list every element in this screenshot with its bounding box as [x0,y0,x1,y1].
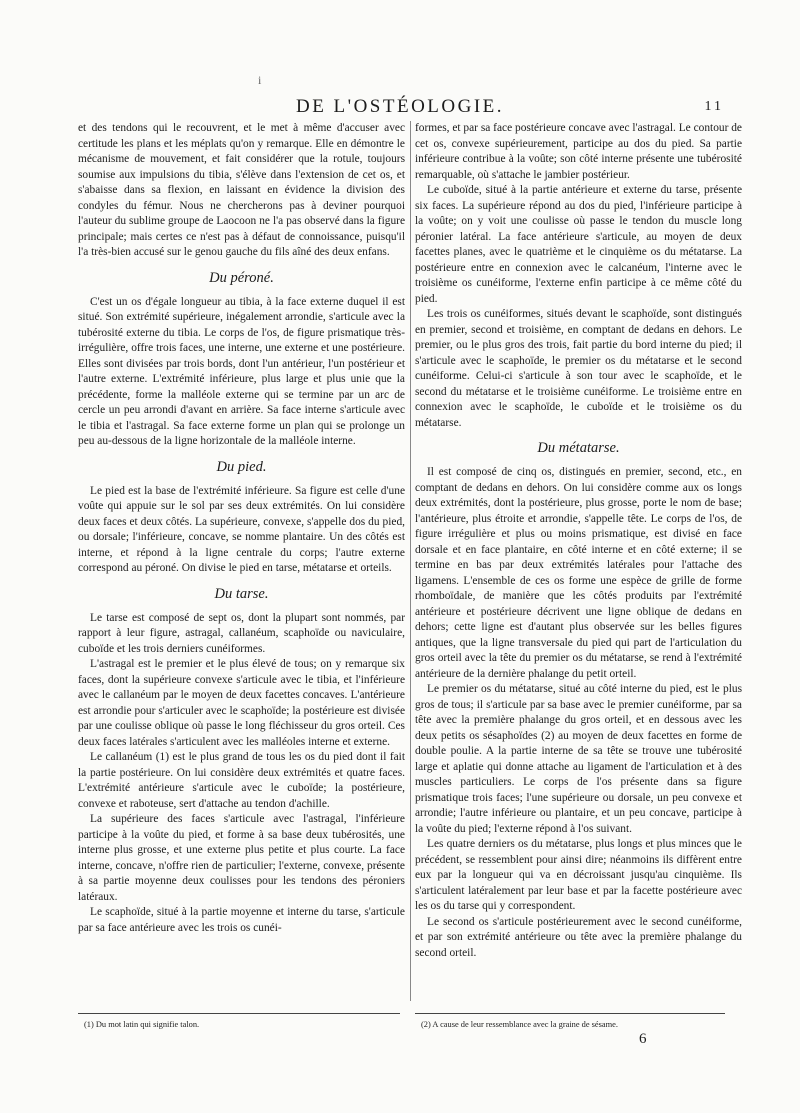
left-section-heading: Du péroné. [209,269,274,286]
right-section-heading: Du métatarse. [537,440,620,456]
footnote-rule-right [415,1013,725,1014]
right-paragraph: Le second os s'articule postérieurement avec le second cunéiforme, et par son extrémité antérieure ou tête avec la première phalange du second orteil. [415,915,742,959]
left-paragraph: L'astragal est le premier et le plus élevé de tous; on y remarque six faces, dont la supérieure convexe s'articule avec le tibia, et l'inférieure avec le callanéum par le moyen de deux facettes concaves. L'antérieure est arrondie pour s'articuler avec le scaphoïde; la postérieure est divisée par une coulisse oblique où passe le long fléchisseur du gros orteil. Ces deux faces latérales s'articulent avec les malléoles interne et externe. [78,658,405,748]
page-title: DE L'OSTÉOLOGIE. [295,96,505,117]
footnote-rule-left [78,1013,400,1014]
left-paragraph: et des tendons qui le recouvrent, et le met à même d'accuser avec certitude les plans et les méplats qu'on y remarque. Elle en démontre le mécanisme de mouvement, et fait considérer que la rotule, toujours soumise aux impulsions du tibia, s'élève dans l'extension de cet os, et s'abaisse dans sa flexion, en laissant en évidence la division des condyles du fémur. Nous ne chercherons pas à deviner pourquoi l'auteur du sublime groupe de Laocoon ne l'a pas observé dans la figure principale; mais certes ce n'est pas à défaut de connoissance, puisqu'il l'a très-bien accusé sur le genou gauche du fils aîné des deux enfans. [78,122,405,258]
left-paragraph: Le callanéum (1) est le plus grand de tous les os du pied dont il fait la partie postérieure. On lui considère deux extrémités et quatre faces. L'extrémité antérieure s'articule avec le cuboïde; la postérieure, convexe et raboteuse, sert d'attache au tendon d'achille. [78,751,405,810]
left-section-heading: Du tarse. [214,585,269,602]
left-paragraph: La supérieure des faces s'articule avec l'astragal, l'inférieure participe à la voûte du pied, et forme à sa base deux tubérosités, une interne plus grosse, et une externe plus petite et plus courte. La face interne, concave, n'offre rien de particulier; l'externe, convexe, présente à sa partie moyenne deux coulisses pour les tendons des péroniers latéraux. [78,813,405,903]
running-head [0,96,800,120]
right-paragraph: Le cuboïde, situé à la partie antérieure et externe du tarse, présente six faces. La supérieure répond au dos du pied, l'inférieure participe à la voûte; on y voit une coulisse où passe le tendon du muscle long péronier latéral. La face antérieure s'articule, au moyen de deux facettes planes, avec le quatrième et le cinquième os du métatarse. La postérieure entre en connexion avec le calcanéum, l'interne avec le troisième os cunéiforme, l'externe enfin participe à ce même côté du pied. [415,184,742,305]
right-paragraph: Les quatre derniers os du métatarse, plus longs et plus minces que le précédent, se ressemblent pour ainsi dire; néanmoins ils diffèrent entre eux par la longueur qui va en décroissant jusqu'au cinquième. Ils s'articulent latéralement par leur base et par la facette postérieure avec les os du tarse qui y correspondent. [415,838,742,912]
column-divider [410,121,411,1001]
right-paragraph: formes, et par sa face postérieure concave avec l'astragal. Le contour de cet os, convexe supérieurement, participe au dos du pied. Sa partie inférieure contribue à la voûte; son côté interne présente une tubérosité remarquable, où s'attache le jambier postérieur. [415,122,742,181]
right-paragraph: Les trois os cunéiformes, situés devant le scaphoïde, sont distingués en premier, second et troisième, en comptant de dedans en dehors. Le premier, ou le plus gros des trois, fait partie du bord interne du pied; il s'articule avec le scaphoïde, le premier os du métatarse et le second cunéiforme. Celui-ci s'articule à son tour avec le scaphoïde, et le second du métatarse et le troisième cunéiforme. Le troisième entre en connexion avec le scaphoïde, le cuboïde et le troisième os du métatarse. [415,308,742,429]
page-number: 11 [704,99,724,114]
left-column [78,121,405,936]
margin-mark: i [258,73,262,87]
right-paragraph: Le premier os du métatarse, situé au côté interne du pied, est le plus gros de tous; il s'articule par sa base avec le premier cunéiforme, par sa tête avec la première phalange du gros orteil, et en dessous avec les deux petits os sésaphoïdes (2) au moyen de deux facettes en forme de double poulie. A la partie interne de sa tête se trouve une tubérosité large et aplatie qui donne attache au ligament de l'articulation et à des muscles particuliers. Le corps de l'os présente dans sa figure prismatique trois faces; l'une supérieure ou dorsale, un peu convexe et arrondie; l'autre inférieure ou plantaire, et un peu concave, participe à la voûte du pied; l'externe répond à l'os suivant. [415,683,742,835]
left-paragraph: Le tarse est composé de sept os, dont la plupart sont nommés, par rapport à leur figure, astragal, callanéum, scaphoïde ou naviculaire, cuboïde et les trois derniers cunéiformes. [78,611,405,655]
footnote-right: (2) A cause de leur ressemblance avec la graine de sésame. [421,1020,618,1029]
sheet-number: 6 [639,1031,647,1047]
right-column [415,121,742,961]
left-paragraph: Le pied est la base de l'extrémité inférieure. Sa figure est celle d'une voûte qui appuie sur le sol par ses deux extrémités. On lui considère deux faces et deux côtés. La supérieure, convexe, s'appelle dos du pied, ou dorsale; l'inférieure, concave, se nomme plantaire. Un des côtés est interne, et répond à la ligne centrale du corps; l'autre externe correspond au péroné. On divise le pied en tarse, métatarse et orteils. [78,484,405,574]
left-paragraph: Le scaphoïde, situé à la partie moyenne et interne du tarse, s'articule par sa face antérieure avec les trois os cunéi- [78,906,405,934]
left-section-heading: Du pied. [216,458,267,475]
right-paragraph: Il est composé de cinq os, distingués en premier, second, etc., en comptant de dedans en dehors. On lui considère comme aux os longs deux extrémités, dont la postérieure, plus grosse, porte le nom de base; l'antérieure, plus étroite et arrondie, s'appelle tête. Le corps de l'os, de figure irrégulière et plus ou moins prismatique, est divisé en face dorsale et en face plantaire, en côté interne et en côté externe; il se termine en bas par deux extrémités latérales pour l'attache des ligamens. L'ensemble de ces os forme une espèce de grille de forme rhomboïdale, de manière que les côtés produits par l'extrémité antérieure et postérieure décrivent une ligne oblique de dedans en dehors; cette ligne est d'autant plus observée sur les belles figures antiques, que la ligne transversale du pied qui part de l'articulation du gros orteil avec la tête du premier os du métatarse, se rend à l'extrémité antérieure de la dernière phalange du petit orteil. [415,466,742,680]
left-paragraph: C'est un os d'égale longueur au tibia, à la face externe duquel il est situé. Son extrémité supérieure, inégalement arrondie, s'articule avec la tubérosité externe du tibia. Le corps de l'os, de figure prismatique très-irrégulière, offre trois faces, une interne, une externe et une postérieure. Elles sont divisées par trois bords, dont l'un antérieur, l'un postérieur et l'autre externe. L'extrémité inférieure, plus large et plus unie que la précédente, forme la malléole externe qui se termine par un arc de cercle un peu arrondi d'avant en arrière. Sa face interne s'articule avec le tibia et l'astragal. Sa face externe forme un plan qui se prolonge un peu au-dessous de la ligne horizontale de la malléole interne. [78,295,405,447]
footnote-left: (1) Du mot latin qui signifie talon. [84,1020,200,1029]
